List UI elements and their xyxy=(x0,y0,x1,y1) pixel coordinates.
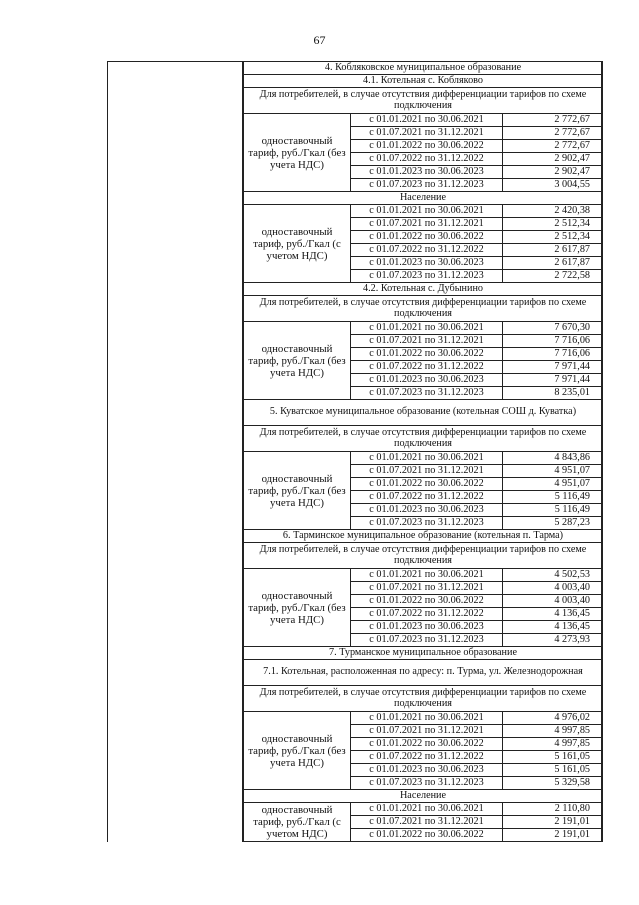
section-heading: 7. Турманское муниципальное образование xyxy=(244,647,603,660)
section-heading: Население xyxy=(244,192,603,205)
section-heading-row xyxy=(244,426,603,452)
tariff-value-cell: 2 191,01 xyxy=(503,816,603,829)
period-cell: с 01.07.2022 по 31.12.2022 xyxy=(351,153,503,166)
section-heading-row xyxy=(244,530,603,543)
tariff-value-cell: 2 512,34 xyxy=(503,218,603,231)
period-cell: с 01.07.2023 по 31.12.2023 xyxy=(351,387,503,400)
period-cell: с 01.07.2021 по 31.12.2021 xyxy=(351,816,503,829)
tariff-value-cell: 4 997,85 xyxy=(503,738,603,751)
section-heading-row xyxy=(244,62,603,75)
tariff-type-label: одноставочный тариф, руб./Гкал (с учетом НДС) xyxy=(244,205,351,283)
period-cell: с 01.07.2023 по 31.12.2023 xyxy=(351,517,503,530)
tariff-value-cell: 2 617,87 xyxy=(503,244,603,257)
section-heading-row xyxy=(244,790,603,803)
tariff-type-label: одноставочный тариф, руб./Гкал (без учета НДС) xyxy=(244,452,351,530)
period-cell: с 01.01.2023 по 30.06.2023 xyxy=(351,374,503,387)
section-heading: Для потребителей, в случае отсутствия дифференциации тарифов по схеме подключения xyxy=(244,686,603,712)
tariff-value-cell: 2 772,67 xyxy=(503,114,603,127)
tariff-type-label: одноставочный тариф, руб./Гкал (без учета НДС) xyxy=(244,712,351,790)
period-cell: с 01.01.2021 по 30.06.2021 xyxy=(351,205,503,218)
section-heading: 4. Кобляковское муниципальное образование xyxy=(244,62,603,75)
tariff-value-cell: 5 161,05 xyxy=(503,764,603,777)
tariff-value-cell: 2 191,01 xyxy=(503,829,603,842)
tariff-table-body xyxy=(244,62,603,842)
tariff-value-cell: 5 287,23 xyxy=(503,517,603,530)
period-cell: с 01.01.2022 по 30.06.2022 xyxy=(351,140,503,153)
tariff-value-cell: 4 003,40 xyxy=(503,595,603,608)
period-cell: с 01.01.2022 по 30.06.2022 xyxy=(351,348,503,361)
section-heading: 4.2. Котельная с. Дубынино xyxy=(244,283,603,296)
tariff-value-cell: 2 902,47 xyxy=(503,166,603,179)
period-cell: с 01.07.2021 по 31.12.2021 xyxy=(351,725,503,738)
tariff-value-cell: 4 003,40 xyxy=(503,582,603,595)
section-heading-row xyxy=(244,192,603,205)
tariff-value-cell: 5 116,49 xyxy=(503,491,603,504)
tariff-table xyxy=(243,61,603,842)
tariff-row xyxy=(244,205,603,218)
tariff-row xyxy=(244,803,603,816)
section-heading: Для потребителей, в случае отсутствия дифференциации тарифов по схеме подключения xyxy=(244,543,603,569)
section-heading-row xyxy=(244,283,603,296)
tariff-value-cell: 2 420,38 xyxy=(503,205,603,218)
tariff-value-cell: 5 116,49 xyxy=(503,504,603,517)
period-cell: с 01.01.2021 по 30.06.2021 xyxy=(351,452,503,465)
section-heading: 7.1. Котельная, расположенная по адресу: п. Турма, ул. Железнодорожная xyxy=(244,660,603,686)
period-cell: с 01.07.2022 по 31.12.2022 xyxy=(351,491,503,504)
tariff-value-cell: 7 971,44 xyxy=(503,374,603,387)
section-heading-row xyxy=(244,75,603,88)
section-heading-row xyxy=(244,647,603,660)
section-heading: Для потребителей, в случае отсутствия дифференциации тарифов по схеме подключения xyxy=(244,88,603,114)
tariff-value-cell: 4 136,45 xyxy=(503,608,603,621)
period-cell: с 01.01.2023 по 30.06.2023 xyxy=(351,764,503,777)
period-cell: с 01.07.2023 по 31.12.2023 xyxy=(351,270,503,283)
section-heading: 6. Тарминское муниципальное образование (котельная п. Тарма) xyxy=(244,530,603,543)
tariff-value-cell: 4 843,86 xyxy=(503,452,603,465)
tariff-value-cell: 2 110,80 xyxy=(503,803,603,816)
tariff-value-cell: 4 951,07 xyxy=(503,465,603,478)
tariff-value-cell: 3 004,55 xyxy=(503,179,603,192)
section-heading-row xyxy=(244,400,603,426)
section-heading-row xyxy=(244,686,603,712)
period-cell: с 01.01.2022 по 30.06.2022 xyxy=(351,829,503,842)
tariff-value-cell: 4 976,02 xyxy=(503,712,603,725)
period-cell: с 01.07.2021 по 31.12.2021 xyxy=(351,582,503,595)
tariff-value-cell: 2 772,67 xyxy=(503,140,603,153)
tariff-value-cell: 2 772,67 xyxy=(503,127,603,140)
tariff-row xyxy=(244,452,603,465)
section-heading-row xyxy=(244,543,603,569)
section-heading: 5. Куватское муниципальное образование (котельная СОШ д. Куватка) xyxy=(244,400,603,426)
tariff-value-cell: 7 971,44 xyxy=(503,361,603,374)
tariff-type-label: одноставочный тариф, руб./Гкал (без учета НДС) xyxy=(244,569,351,647)
section-heading: Население xyxy=(244,790,603,803)
period-cell: с 01.01.2022 по 30.06.2022 xyxy=(351,231,503,244)
period-cell: с 01.01.2023 по 30.06.2023 xyxy=(351,166,503,179)
period-cell: с 01.01.2023 по 30.06.2023 xyxy=(351,504,503,517)
tariff-value-cell: 4 502,53 xyxy=(503,569,603,582)
tariff-type-label: одноставочный тариф, руб./Гкал (без учета НДС) xyxy=(244,322,351,400)
period-cell: с 01.01.2021 по 30.06.2021 xyxy=(351,803,503,816)
tariff-row xyxy=(244,712,603,725)
period-cell: с 01.07.2022 по 31.12.2022 xyxy=(351,361,503,374)
period-cell: с 01.07.2021 по 31.12.2021 xyxy=(351,465,503,478)
period-cell: с 01.01.2021 по 30.06.2021 xyxy=(351,712,503,725)
section-heading-row xyxy=(244,88,603,114)
section-heading: Для потребителей, в случае отсутствия дифференциации тарифов по схеме подключения xyxy=(244,296,603,322)
tariff-value-cell: 2 722,58 xyxy=(503,270,603,283)
period-cell: с 01.07.2023 по 31.12.2023 xyxy=(351,179,503,192)
period-cell: с 01.01.2021 по 30.06.2021 xyxy=(351,569,503,582)
tariff-value-cell: 8 235,01 xyxy=(503,387,603,400)
period-cell: с 01.01.2022 по 30.06.2022 xyxy=(351,595,503,608)
period-cell: с 01.07.2021 по 31.12.2021 xyxy=(351,127,503,140)
tariff-value-cell: 5 329,58 xyxy=(503,777,603,790)
tariff-value-cell: 4 997,85 xyxy=(503,725,603,738)
tariff-value-cell: 7 670,30 xyxy=(503,322,603,335)
period-cell: с 01.07.2023 по 31.12.2023 xyxy=(351,634,503,647)
tariff-value-cell: 4 951,07 xyxy=(503,478,603,491)
tariff-value-cell: 4 273,93 xyxy=(503,634,603,647)
period-cell: с 01.01.2021 по 30.06.2021 xyxy=(351,322,503,335)
section-heading: Для потребителей, в случае отсутствия дифференциации тарифов по схеме подключения xyxy=(244,426,603,452)
section-heading-row xyxy=(244,660,603,686)
section-heading: 4.1. Котельная с. Кобляково xyxy=(244,75,603,88)
period-cell: с 01.01.2023 по 30.06.2023 xyxy=(351,257,503,270)
section-heading-row xyxy=(244,296,603,322)
tariff-table-container xyxy=(243,61,602,842)
tariff-value-cell: 2 902,47 xyxy=(503,153,603,166)
tariff-row xyxy=(244,322,603,335)
tariff-value-cell: 7 716,06 xyxy=(503,348,603,361)
tariff-value-cell: 4 136,45 xyxy=(503,621,603,634)
tariff-row xyxy=(244,569,603,582)
period-cell: с 01.01.2022 по 30.06.2022 xyxy=(351,478,503,491)
tariff-type-label: одноставочный тариф, руб./Гкал (с учетом НДС) xyxy=(244,803,351,842)
period-cell: с 01.07.2022 по 31.12.2022 xyxy=(351,244,503,257)
period-cell: с 01.01.2021 по 30.06.2021 xyxy=(351,114,503,127)
tariff-value-cell: 7 716,06 xyxy=(503,335,603,348)
period-cell: с 01.07.2022 по 31.12.2022 xyxy=(351,608,503,621)
period-cell: с 01.01.2023 по 30.06.2023 xyxy=(351,621,503,634)
tariff-type-label: одноставочный тариф, руб./Гкал (без учета НДС) xyxy=(244,114,351,192)
tariff-row xyxy=(244,114,603,127)
period-cell: с 01.07.2021 по 31.12.2021 xyxy=(351,335,503,348)
period-cell: с 01.07.2021 по 31.12.2021 xyxy=(351,218,503,231)
period-cell: с 01.07.2023 по 31.12.2023 xyxy=(351,777,503,790)
period-cell: с 01.07.2022 по 31.12.2022 xyxy=(351,751,503,764)
period-cell: с 01.01.2022 по 30.06.2022 xyxy=(351,738,503,751)
tariff-value-cell: 2 617,87 xyxy=(503,257,603,270)
tariff-value-cell: 5 161,05 xyxy=(503,751,603,764)
tariff-value-cell: 2 512,34 xyxy=(503,231,603,244)
page-number: 67 xyxy=(313,33,326,47)
